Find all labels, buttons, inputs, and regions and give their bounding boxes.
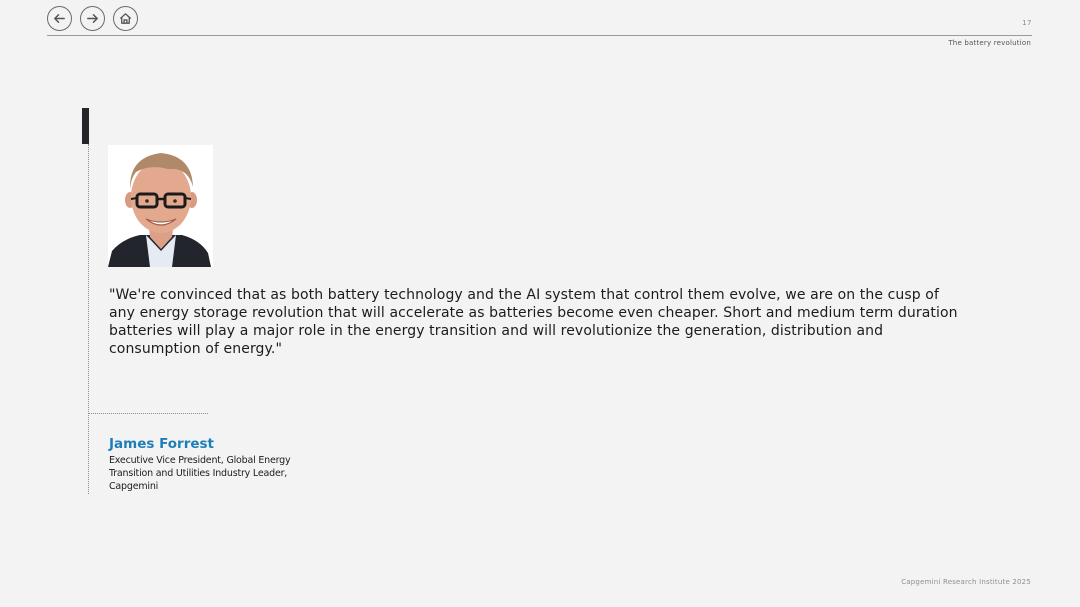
author-title: Executive Vice President, Global Energy Transition and Utilities Industry Leader, Capgemini	[109, 455, 291, 492]
header-divider	[47, 35, 1032, 36]
quote-text: "We're convinced that as both battery technology and the AI system that control them evolve, we are on the cusp of any energy storage revolution that will accelerate as batteries become even cheaper. Short and medium term duration batteries will play a major role in the energy transition and will revolutionize the generation, distribution and consumption of energy."	[109, 287, 958, 357]
back-button[interactable]	[47, 6, 72, 31]
accent-bar	[82, 108, 89, 144]
arrow-left-icon	[52, 11, 67, 26]
arrow-right-icon	[85, 11, 100, 26]
horizontal-dotted-divider	[88, 413, 208, 414]
footer-text: Capgemini Research Institute 2025	[901, 578, 1031, 586]
section-title: The battery revolution	[948, 39, 1031, 47]
author-name: James Forrest	[109, 436, 215, 452]
home-icon	[118, 11, 133, 26]
forward-button[interactable]	[80, 6, 105, 31]
home-button[interactable]	[113, 6, 138, 31]
page-number: 17	[1022, 19, 1032, 27]
navigation-bar	[47, 6, 138, 31]
vertical-dotted-divider	[88, 144, 89, 494]
author-portrait	[108, 145, 213, 267]
